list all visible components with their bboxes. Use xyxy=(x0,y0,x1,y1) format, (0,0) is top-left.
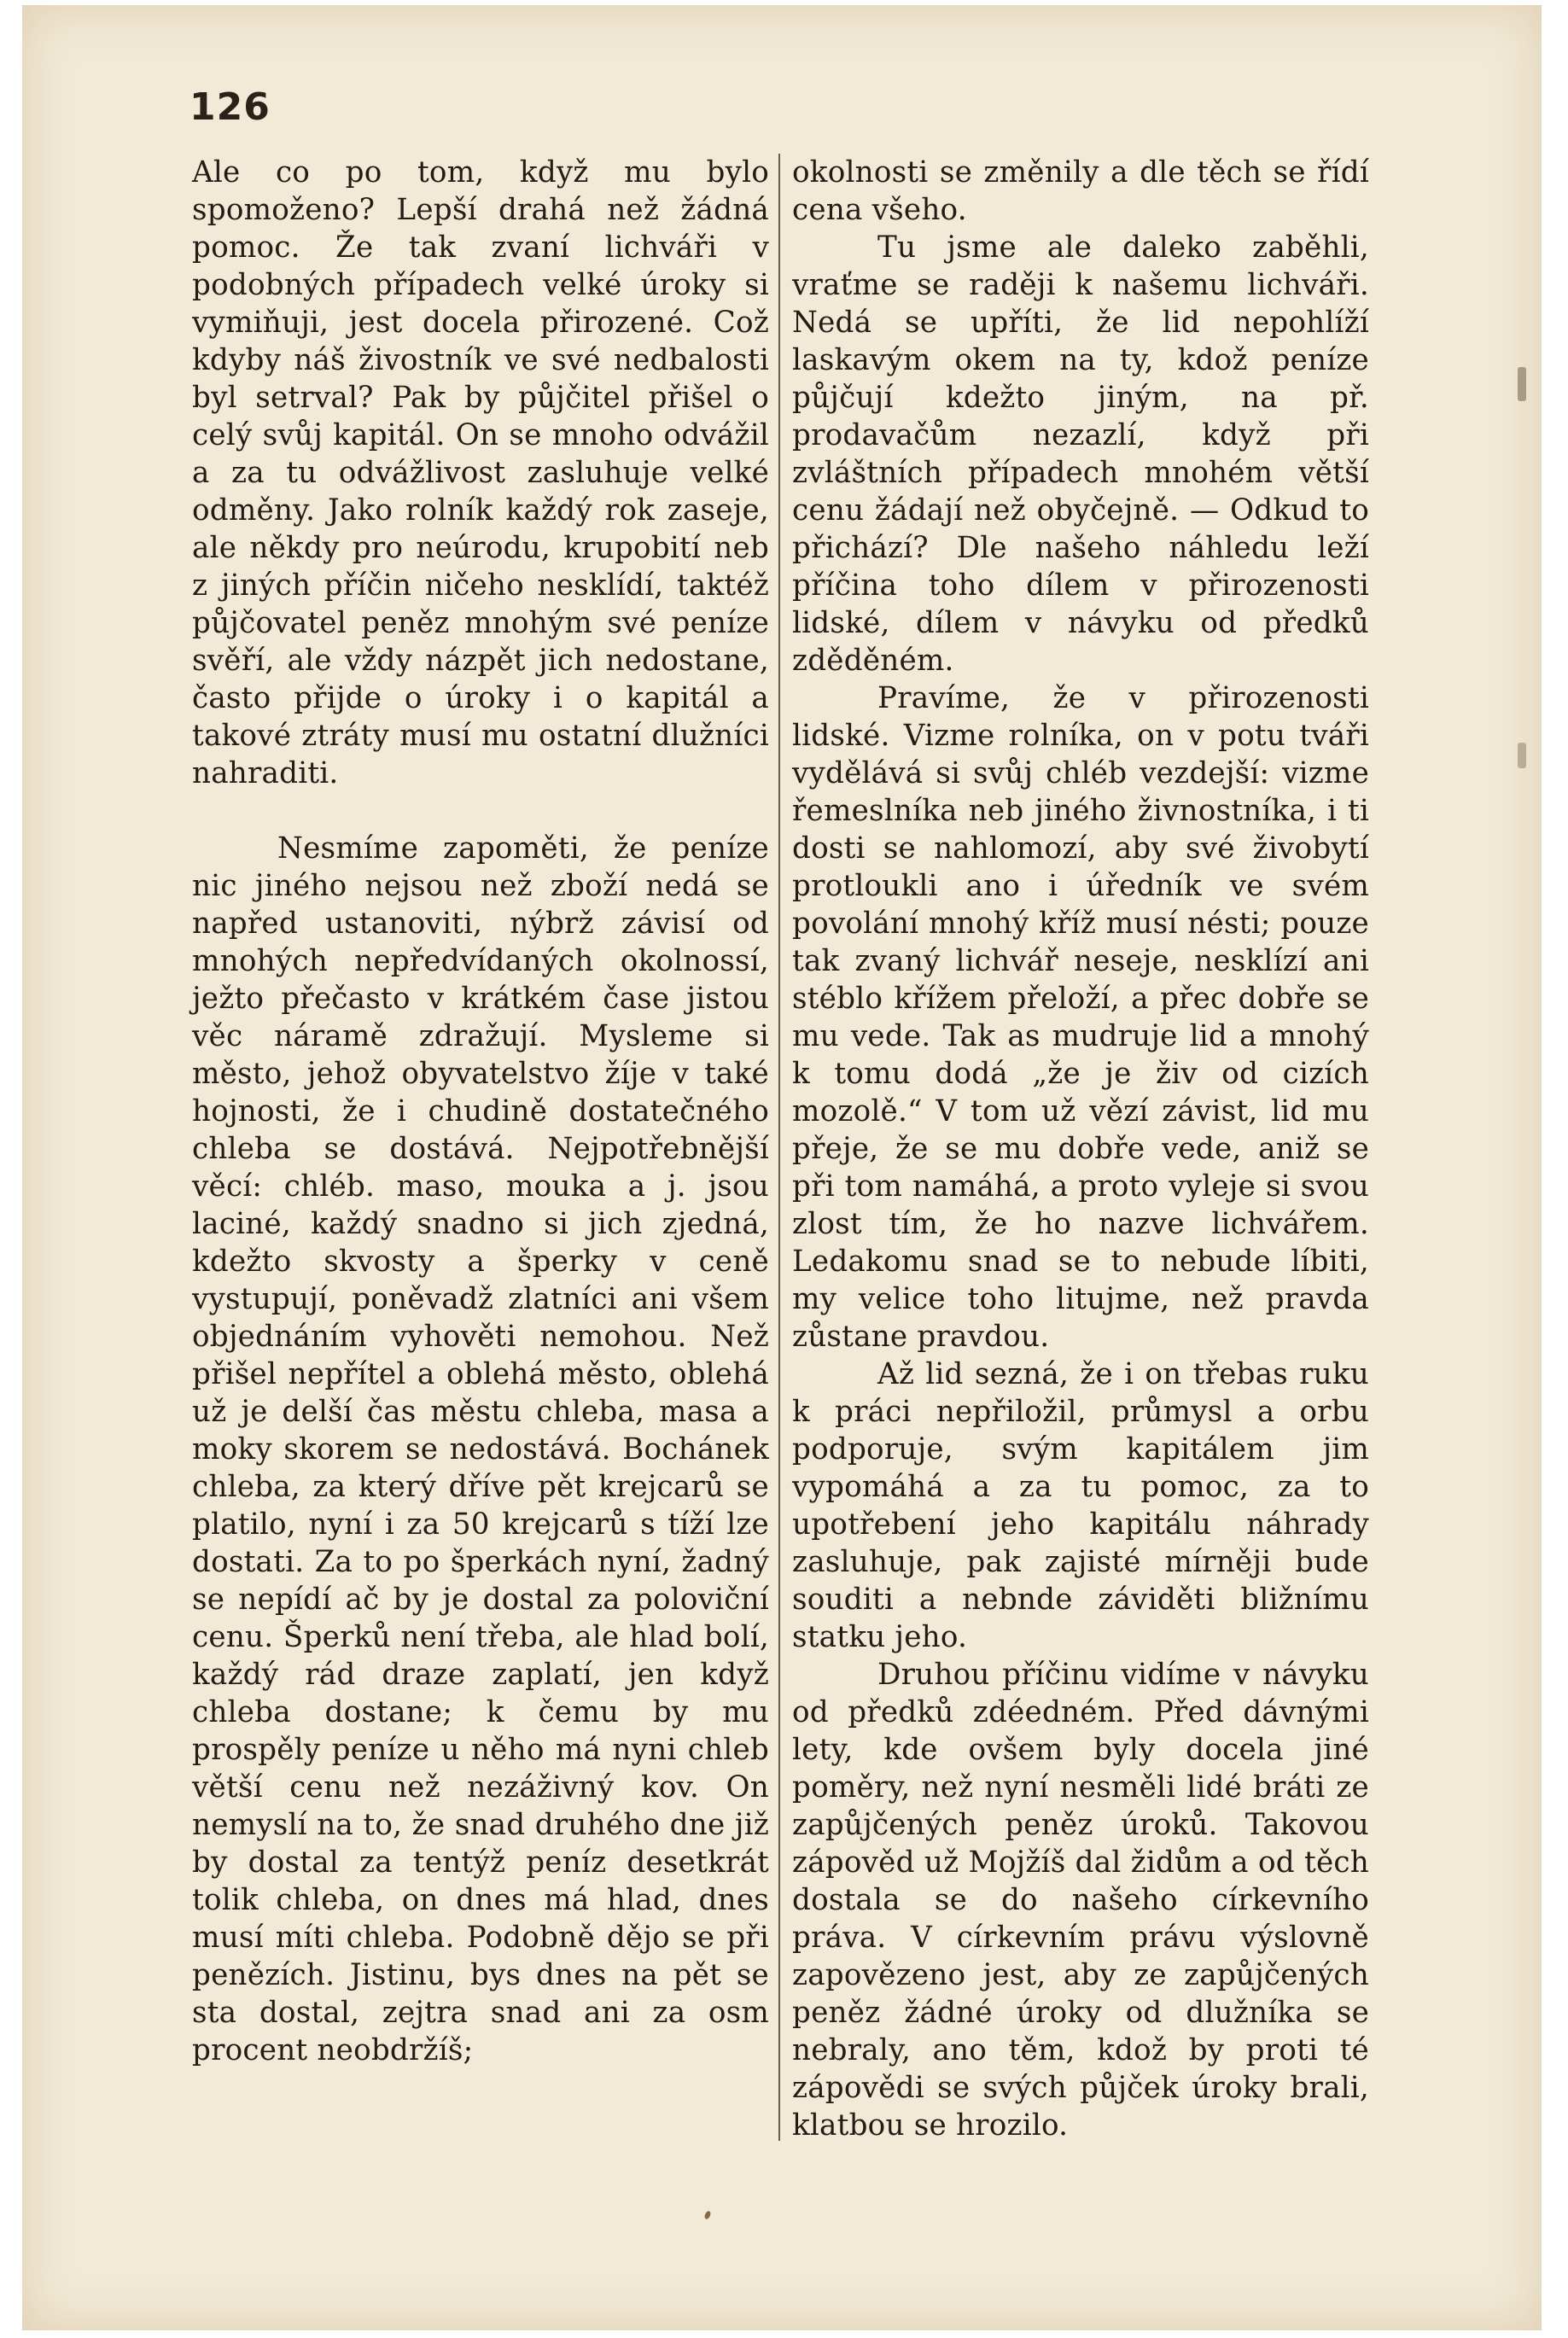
right-paragraph-3: Pravíme, že v přirozenosti lidské. Vizme rolníka, on v potu tváři vydělává si svůj chléb vezdejší: vizme řemeslníka neb jiného živnostníka, i ti dosti se nahlomozí, aby své živobytí protloukli ano i úředník ve svém povolání mnohý kříž musí nésti; pouze tak zvaný lichvář neseje, nesklízí ani stéblo křížem přeloží, a přec dobře se mu vede. Tak as mudruje lid a mnohý k tomu dodá „že je živ od cizích mozolě.“ V tom už vězí závist, lid mu přeje, že se mu dobře vede, aniž se při tom namáhá, a proto vyleje si svou zlost tím, že ho nazve lichvářem. Ledakomu snad se to nebude líbiti, my velice toho litujme, než pravda zůstane pravdou. xyxy=(792,681,1369,1354)
edge-mark xyxy=(1518,367,1526,401)
right-column xyxy=(792,154,1369,2144)
left-paragraph-2: Nesmíme zapoměti, že peníze nic jiného nejsou než zboží nedá se napřed ustanoviti, nýbrž závisí od mnohých nepředvídaných okolnossí, ježto přečasto v krátkém čase jistou věc náramě zdražují. Mysleme si město, jehož obyvatelstvo žíje v také hojnosti, že i chudině dostatečného chleba se dostává. Nejpotřebnější věcí: chléb. maso, mouka a j. jsou laciné, každý snadno si jich zjedná, kdežto skvosty a šperky v ceně vystupují, poněvadž zlatníci ani všem objednáním vyhověti nemohou. Než přišel nepřítel a oblehá město, oblehá už je delší čas městu chleba, masa a moky skorem se nedostává. Bochánek chleba, za který dříve pět krejcarů se platilo, nyní i za 50 krejcarů s tíží lze dostati. Za to po šperkách nyní, žadný se nepídí ač by je dostal za poloviční cenu. Šperků není třeba, ale hlad bolí, každý rád draze zaplatí, jen když chleba dostane; k čemu by mu prospěly peníze u něho má nyni chleb větší cenu než nezáživný kov. On nemyslí na to, že snad druhého dne již by dostal za tentýž peníz desetkrát tolik chleba, on dnes má hlad, dnes musí míti chleba. Podobně dějo se při penězích. Jistinu, bys dnes na pět se sta dostal, zejtra snad ani za osm procent neobdržíš; xyxy=(192,831,769,2067)
right-paragraph-2: Tu jsme ale daleko zaběhli, vraťme se raději k našemu lichváři. Nedá se upříti, že lid nepohlíží laskavým okem na ty, kdož peníze půjčují kdežto jiným, na př. prodavačům nezazlí, když při zvláštních případech mnohém větší cenu žádají než obyčejně. — Odkud to přichází? Dle našeho náhledu leží příčina toho dílem v přirozenosti lidské, dílem v návyku od předků zděděném. xyxy=(792,230,1369,678)
page-number: 126 xyxy=(189,85,271,129)
right-paragraph-5: Druhou příčinu vidíme v návyku od předků zdéedném. Před dávnými lety, kde ovšem byly docela jiné poměry, než nyní nesměli lidé bráti ze zapůjčených peněz úroků. Takovou zápověd už Mojžíš dal židům a od těch dostala se do našeho církevního práva. V církevním právu výslovně zapovězeno jest, aby ze zapůjčených peněz žádné úroky od dlužníka se nebraly, ano těm, kdož by proti té zápovědi se svých půjček úroky brali, klatbou se hrozilo. xyxy=(792,1658,1369,2143)
right-paragraph-1: okolnosti se změnily a dle těch se řídí cena všeho. xyxy=(792,155,1369,227)
right-paragraph-4: Až lid sezná, že i on třebas ruku k práci nepřiložil, průmysl a orbu podporuje, svým kapitálem jim vypomáhá a za tu pomoc, za to upotřebení jeho kapitálu náhrady zasluhuje, pak zajisté mírněji bude souditi a nebnde záviděti bližnímu statku jeho. xyxy=(792,1357,1369,1654)
column-divider xyxy=(778,154,780,2141)
edge-mark-lower xyxy=(1518,743,1526,768)
left-column xyxy=(192,154,769,2069)
left-paragraph-1: Ale co po tom, když mu bylo spomoženo? Lepší drahá než žádná pomoc. Že tak zvaní lichváři v podobných případech velké úroky si vymiňuji, jest docela přirozené. Což kdyby náš živostník ve své nedbalosti byl setrval? Pak by půjčitel přišel o celý svůj kapitál. On se mnoho odvážil a za tu odvážlivost zasluhuje velké odměny. Jako rolník každý rok zaseje, ale někdy pro neúrodu, krupobití neb z jiných příčin ničeho nesklídí, taktéž půjčovatel peněz mnohým své peníze svěří, ale vždy názpět jich nedostane, často přijde o úroky i o kapitál a takové ztráty musí mu ostatní dlužníci nahraditi. xyxy=(192,155,769,790)
